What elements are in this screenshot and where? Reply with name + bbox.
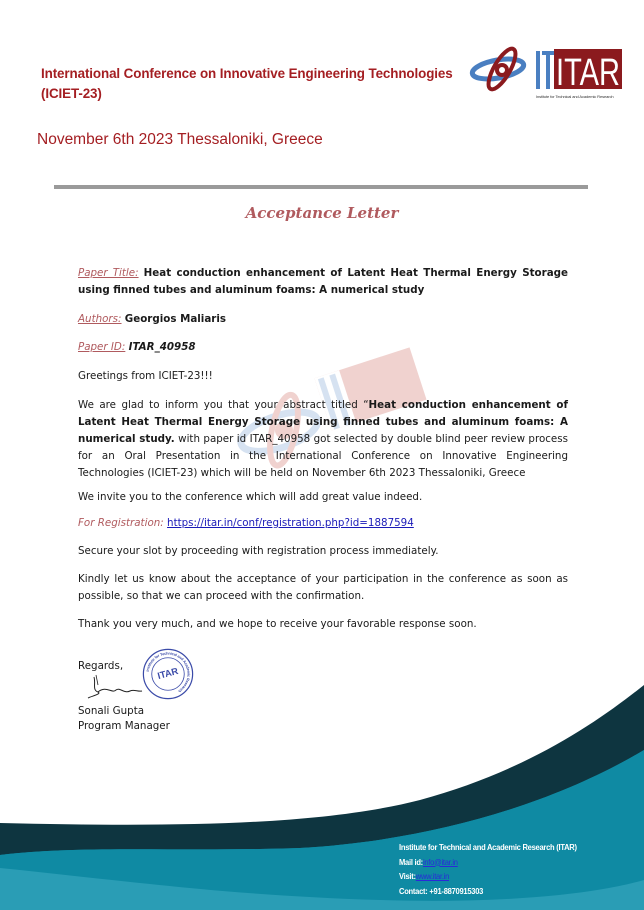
footer-contact-block xyxy=(399,840,577,898)
conference-title-line2: (ICIET-23) xyxy=(41,86,102,101)
footer-visit-label: Visit: xyxy=(399,871,416,881)
paper-id-label: Paper ID: xyxy=(78,341,126,353)
authors: Georgios Maliaris xyxy=(124,313,227,325)
paper-title: Heat conduction enhancement of Latent Heat Thermal Energy Storage using finned tubes and aluminum foams: A numerical study xyxy=(78,267,568,296)
footer-website-link[interactable]: www.itar.in xyxy=(415,871,450,881)
logo-tagline: Institute for Technical and Academic Research xyxy=(536,94,614,99)
itar-logo xyxy=(470,43,625,93)
authors-paragraph xyxy=(78,311,568,328)
acceptance-text-part1: We are glad to inform you that your abstract titled “ xyxy=(78,399,369,411)
registration-link[interactable]: https://itar.in/conf/registration.php?id=1887594 xyxy=(167,517,414,529)
acceptance-text-part2: with paper id ITAR_40958 got selected by double blind peer review process for an Oral Presentation in the International Conference on Innovative Engineering Technologies (ICIET-23) which will be held on November 6th 2023 Thessaloniki, Greece xyxy=(78,433,568,479)
conference-title-line1: International Conference on Innovative Engineering Technologies xyxy=(41,66,453,81)
secure-slot-paragraph: Secure your slot by proceeding with registration process immediately. xyxy=(78,545,439,557)
atom-icon xyxy=(471,45,525,93)
footer-mail-link[interactable]: info@itar.in xyxy=(422,856,458,867)
footer-org: Institute for Technical and Academic Research (ITAR) xyxy=(399,842,577,852)
signatory-name: Sonali Gupta xyxy=(78,705,145,717)
logo-text: ITAR xyxy=(556,52,620,94)
paper-id: ITAR_40958 xyxy=(128,341,196,353)
regards: Regards, xyxy=(78,660,124,672)
authors-label: Authors: xyxy=(78,313,122,325)
thanks-paragraph: Thank you very much, and we hope to receive your favorable response soon. xyxy=(78,618,477,630)
footer-contact-phone: +91-8870915303 xyxy=(429,885,484,896)
paper-title-label: Paper Title: xyxy=(78,267,139,279)
stamp-ring-text: Institute for Technical and Academic Research xyxy=(145,651,191,694)
invite-paragraph: We invite you to the conference which will add great value indeed. xyxy=(78,491,423,503)
kindly-paragraph: Kindly let us know about the acceptance of your participation in the conference as soon as possible, so that we can proceed with the confirmation. xyxy=(78,573,568,602)
footer-mail-row xyxy=(399,855,577,870)
acceptance-paragraph xyxy=(78,397,568,482)
letter-heading: Acceptance Letter xyxy=(245,204,399,222)
event-date-location: November 6th 2023 Thessaloniki, Greece xyxy=(37,131,323,148)
greeting: Greetings from ICIET-23!!! xyxy=(78,370,213,382)
footer-contact-row xyxy=(399,884,577,899)
footer-visit-row xyxy=(399,869,577,884)
signatory-role: Program Manager xyxy=(78,720,170,732)
footer-mail-label: Mail id: xyxy=(399,856,423,867)
paper-id-paragraph xyxy=(78,339,568,356)
stamp-text: ITAR xyxy=(156,665,180,682)
paper-title-paragraph xyxy=(78,265,568,299)
header-divider xyxy=(54,185,588,189)
conference-title xyxy=(41,64,471,104)
acceptance-paper-title: Heat conduction enhancement of Latent Heat Thermal Energy Storage using finned tubes and aluminum foams: A numerical study. xyxy=(78,399,568,445)
registration-label: For Registration: xyxy=(78,517,164,529)
registration-paragraph xyxy=(78,515,568,532)
footer-contact-label: Contact: xyxy=(399,885,428,896)
